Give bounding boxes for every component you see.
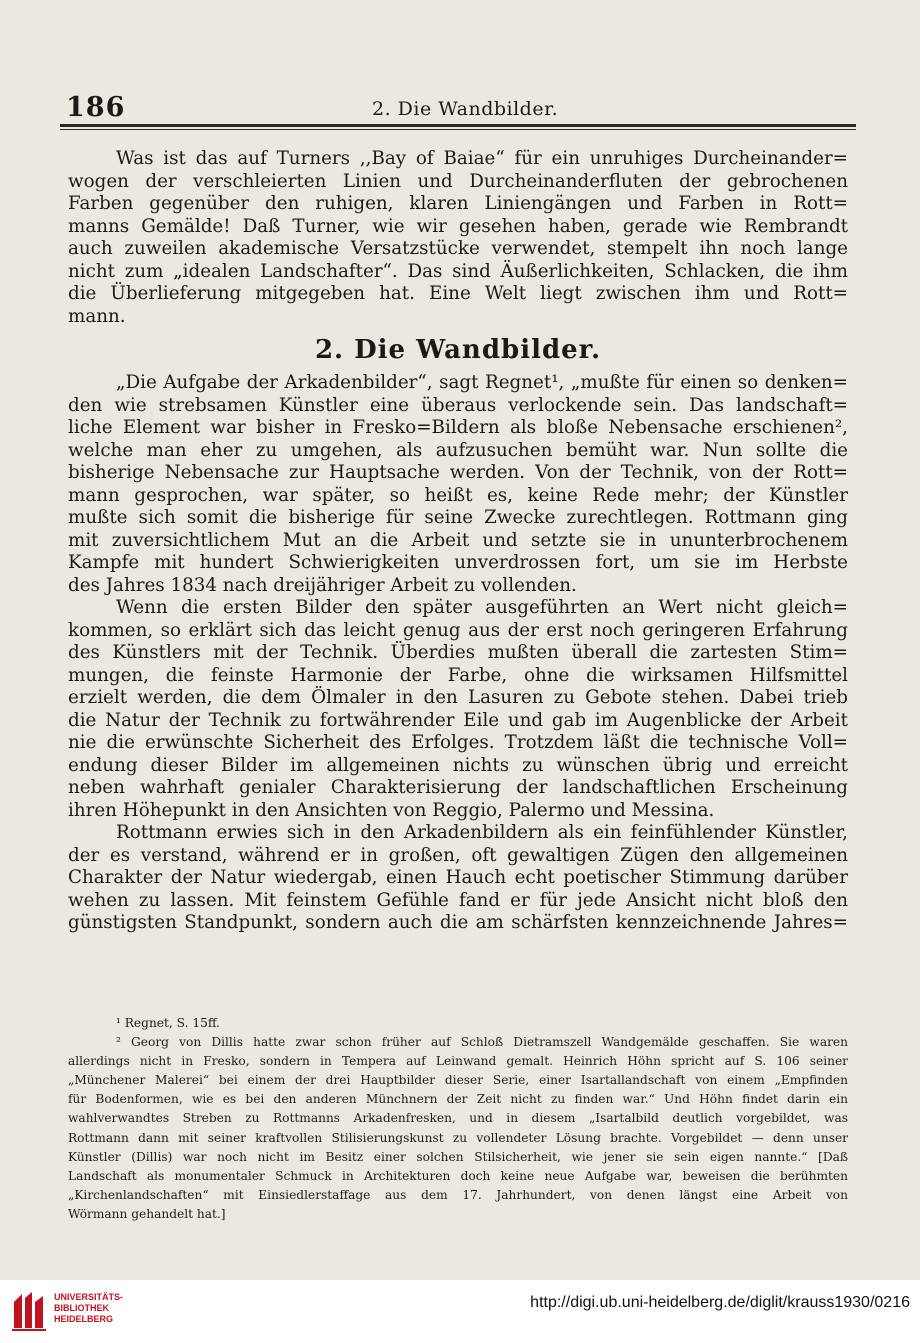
text-line: welche man eher zu umgehen, als aufzusuchen bemüht war. Nun sollte die bbox=[68, 439, 848, 461]
text-line: endung dieser Bilder im allgemeinen nichts zu wünschen übrig und erreicht bbox=[68, 754, 848, 776]
footnote-line: Rottmann dann mit seiner kraftvollen Stilisierungskunst zu vollendeter Lösung brachte. Vorgebildet — denn unser bbox=[68, 1130, 848, 1145]
text-line: Farben gegenüber den ruhigen, klaren Liniengängen und Farben in Rott= bbox=[68, 193, 848, 214]
text-line: erzielt werden, die dem Ölmaler in den Lasuren zu Gebote stehen. Dabei trieb bbox=[68, 687, 848, 708]
text-line: Rottmann erwies sich in den Arkadenbildern als ein feinfühlender Künstler, bbox=[116, 822, 848, 843]
running-title: 2. Die Wandbilder. bbox=[372, 98, 559, 120]
text-line: die Natur der Technik zu fortwährender Eile und gab im Augenblicke der Arbeit bbox=[68, 709, 848, 731]
footnote-line: Künstler (Dillis) war noch nicht im Besitz einer solchen Stilsicherheit, wie jener sie sein eigen nannte.“ [Daß bbox=[68, 1149, 848, 1164]
text-line: die Überlieferung mitgegeben hat. Eine Welt liegt zwischen ihm und Rott= bbox=[68, 283, 848, 304]
university-library-logo-icon bbox=[10, 1288, 48, 1332]
text-line: wogen der verschleierten Linien und Durcheinanderfluten der gebrochenen bbox=[68, 170, 848, 192]
footnote-line: wahlverwandtes Streben zu Rottmanns Arkadenfresken, und in diesem „Isartalbild deutlich vorgebildet, was bbox=[68, 1111, 848, 1126]
text-line: mit zuversichtlichem Mut an die Arbeit und setzte sie in ununterbrochenem bbox=[68, 529, 848, 551]
text-line: auch zuweilen akademische Versatzstücke verwendet, stempelt ihn noch lange bbox=[68, 238, 848, 259]
library-name-line: BIBLIOTHEK bbox=[54, 1303, 109, 1313]
footnote-line: Wörmann gehandelt hat.] bbox=[68, 1206, 226, 1221]
text-line: ihren Höhepunkt in den Ansichten von Reggio, Palermo und Messina. bbox=[68, 799, 715, 821]
page-header bbox=[60, 92, 852, 126]
library-name bbox=[54, 1292, 123, 1325]
section-heading: 2. Die Wandbilder. bbox=[314, 335, 602, 365]
header-rule-thick bbox=[60, 124, 856, 127]
footnote-line: ¹ Regnet, S. 15ff. bbox=[116, 1016, 220, 1030]
digitization-footer bbox=[0, 1280, 920, 1343]
text-line: Was ist das auf Turners ,,Bay of Baiae“ für ein unruhiges Durcheinander= bbox=[116, 148, 848, 169]
footnote-line: Landschaft als monumentaler Schmuck in Architekturen doch keine neue Aufgabe war, beweisen die berühmten bbox=[68, 1168, 848, 1183]
library-name-line: HEIDELBERG bbox=[54, 1314, 114, 1324]
text-line: nicht zum „idealen Landschafter“. Das sind Äußerlichkeiten, Schlacken, die ihm bbox=[68, 260, 848, 282]
page-number: 186 bbox=[66, 92, 126, 123]
text-line: bisherige Nebensache zur Hauptsache werden. Von der Technik, von der Rott= bbox=[68, 462, 848, 483]
text-line: günstigsten Standpunkt, sondern auch die am schärfsten kennzeichnende Jahres= bbox=[68, 912, 848, 933]
text-line: Kampfe mit hundert Schwierigkeiten unverdrossen fort, um sie im Herbste bbox=[68, 552, 848, 573]
main-text bbox=[68, 148, 848, 935]
text-line: „Die Aufgabe der Arkadenbilder“, sagt Regnet¹, „mußte für einen so denken= bbox=[116, 372, 848, 393]
footnote-line: allerdings nicht in Fresko, sondern in Tempera auf Leinwand gemalt. Heinrich Höhn spricht auf S. 106 seiner bbox=[68, 1054, 848, 1069]
footnote-line: für Bodenformen, wie es bei den anderen Münchnern der Zeit nicht zu finden war.“ Und Höhn findet darin ein bbox=[68, 1092, 848, 1107]
text-line: nie die erwünschte Sicherheit des Erfolges. Trotzdem läßt die technische Voll= bbox=[68, 732, 848, 753]
text-line: manns Gemälde! Daß Turner, wie wir gesehen haben, gerade wie Rembrandt bbox=[68, 215, 848, 237]
footnote-line: „Kirchenlandschaften“ mit Einsiedlerstaffage aus dem 17. Jahrhundert, von denen längst eine Arbeit von bbox=[68, 1187, 848, 1202]
text-line: liche Element war bisher in Fresko=Bildern als bloße Nebensache erschienen², bbox=[68, 417, 848, 438]
text-line: des Künstlers mit der Technik. Überdies mußten überall die zartesten Stim= bbox=[68, 642, 848, 663]
text-line: den wie strebsamen Künstler eine überaus verlockende sein. Das landschaft= bbox=[68, 394, 848, 416]
text-line: des Jahres 1834 nach dreijähriger Arbeit zu vollenden. bbox=[68, 574, 577, 596]
footnote-line: ² Georg von Dillis hatte zwar schon früher auf Schloß Dietramszell Wandgemälde geschaffen. Sie waren bbox=[116, 1035, 848, 1050]
footnotes bbox=[68, 1014, 848, 1224]
source-url-link[interactable]: http://digi.ub.uni-heidelberg.de/diglit/krauss1930/0216 bbox=[530, 1294, 910, 1311]
header-rule-thin bbox=[60, 129, 856, 130]
text-line: wehen zu lassen. Mit feinstem Gefühle fand er für jede Ansicht nicht bloß den bbox=[68, 889, 848, 911]
text-line: Wenn die ersten Bilder den später ausgeführten an Wert nicht gleich= bbox=[116, 597, 848, 618]
text-line: neben wahrhaft genialer Charakterisierung der landschaftlichen Erscheinung bbox=[68, 777, 848, 798]
text-line: kommen, so erklärt sich das leicht genug aus der erst noch geringeren Erfahrung bbox=[68, 619, 848, 641]
text-line: mußte sich somit die bisherige für seine Zwecke zurechtlegen. Rottmann ging bbox=[68, 507, 848, 528]
text-line: Charakter der Natur wiedergab, einen Hauch echt poetischer Stimmung darüber bbox=[68, 867, 848, 888]
text-line: mann. bbox=[68, 305, 126, 327]
library-name-line: UNIVERSITÄTS- bbox=[54, 1292, 124, 1302]
text-line: mungen, die feinste Harmonie der Farbe, ohne die wirksamen Hilfsmittel bbox=[68, 664, 848, 686]
footnote-line: „Münchener Malerei“ bei einem der drei Hauptbilder dieser Serie, einer Isartallandschaft von einem „Empfinden bbox=[68, 1073, 848, 1088]
text-line: mann gesprochen, war später, so heißt es, keine Rede mehr; der Künstler bbox=[68, 484, 848, 506]
text-line: der es verstand, während er in großen, oft gewaltigen Zügen den allgemeinen bbox=[68, 844, 848, 866]
